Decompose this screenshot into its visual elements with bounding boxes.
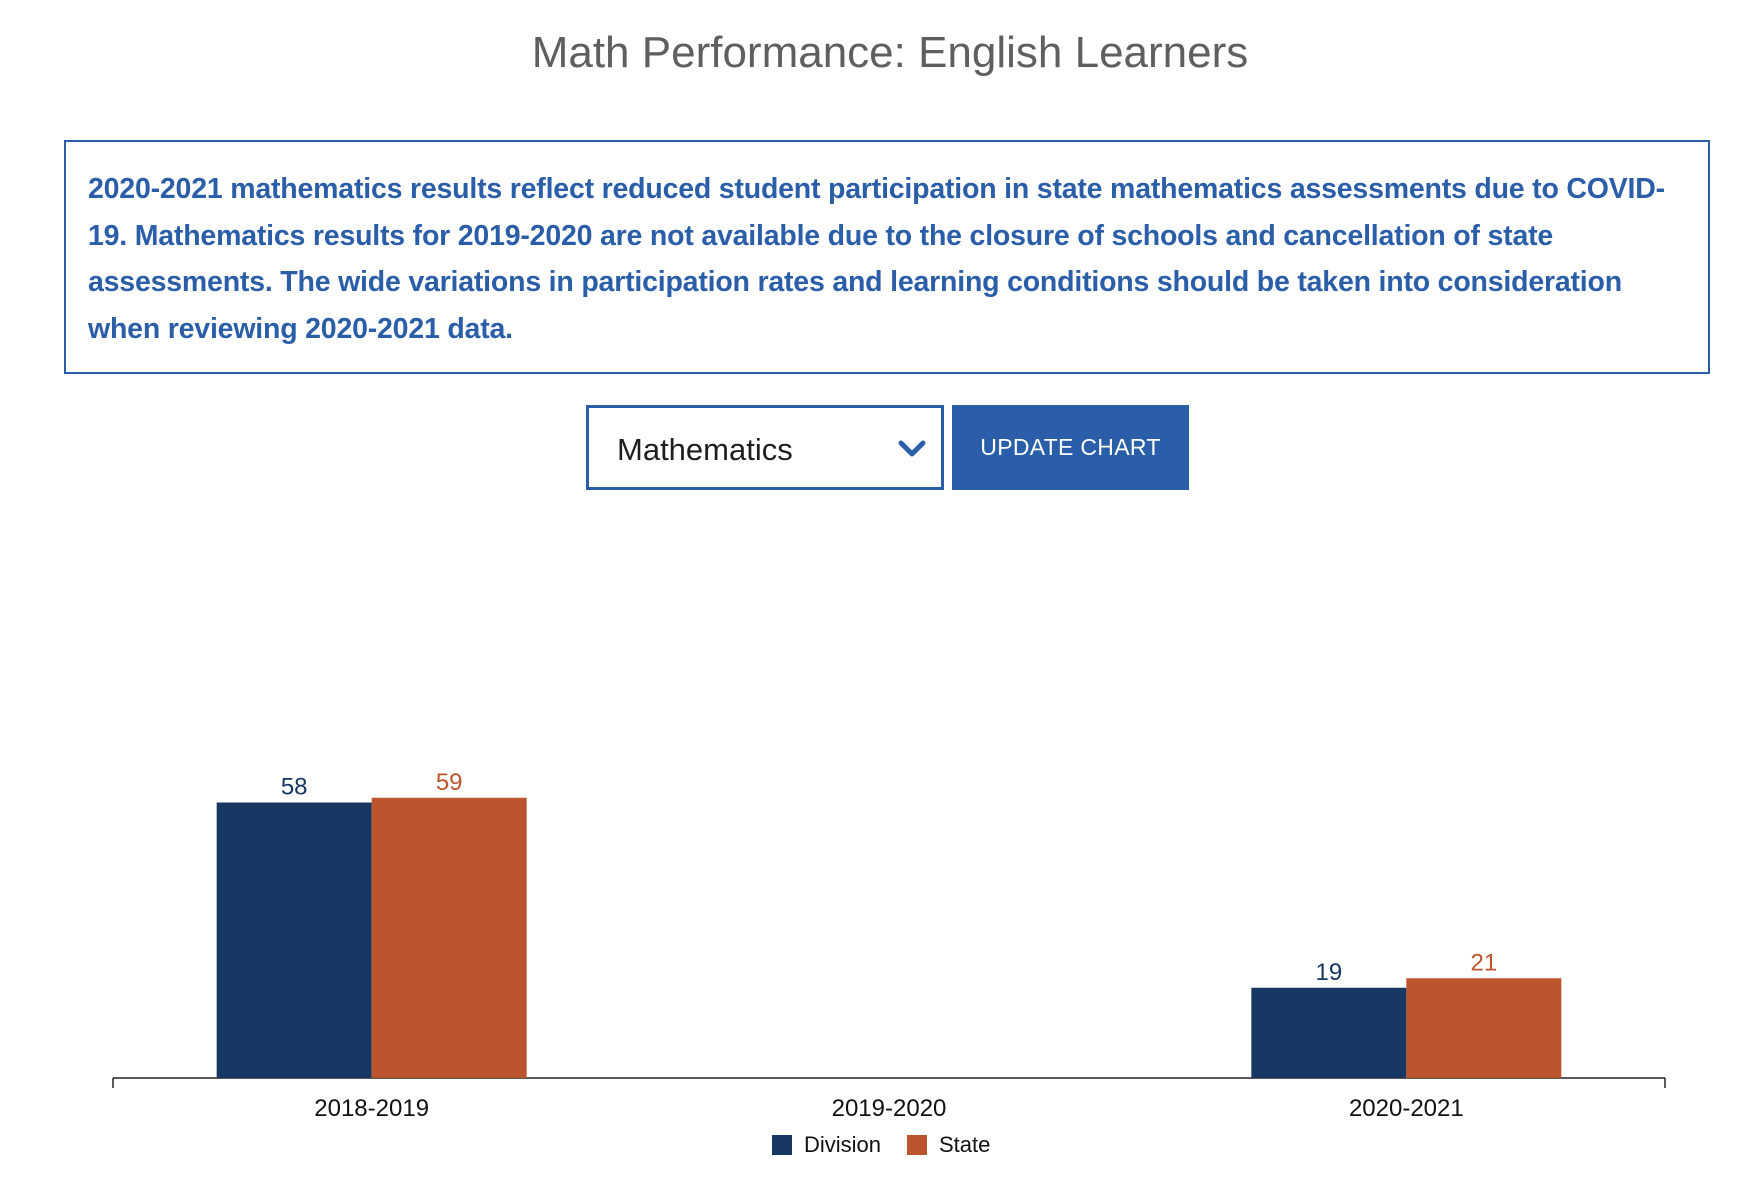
legend-label-state: State [939, 1132, 991, 1157]
subject-select[interactable] [586, 405, 944, 490]
data-label-division: 58 [280, 773, 308, 801]
data-label-division: 19 [1315, 958, 1343, 986]
x-tick-label: 2020-2021 [1348, 1095, 1464, 1122]
bar-division [217, 803, 372, 1079]
notice-text: 2020-2021 mathematics results reflect reduced student participation in state mathematics assessments due to COVID-19. Mathematics results for 2019-2020 are not available due to the closure of schools and cancellation of state assessments. The wide variations in participation rates and learning conditions should be taken into consideration when reviewing 2020-2021 data. [88, 173, 1665, 345]
subject-select-value: Mathematics [617, 432, 793, 467]
x-tick-label: 2018-2019 [314, 1095, 430, 1122]
legend-label-division: Division [804, 1132, 882, 1157]
data-label-state: 59 [435, 768, 463, 796]
data-label-state: 21 [1470, 949, 1498, 977]
legend-swatch-state [907, 1135, 927, 1155]
page-title: Math Performance: English Learners [531, 28, 1249, 77]
x-tick-label: 2019-2020 [831, 1095, 947, 1122]
bar-state [372, 798, 527, 1078]
legend-swatch-division [772, 1135, 792, 1155]
chevron-down-icon [897, 439, 927, 459]
update-chart-button[interactable]: UPDATE CHART [952, 405, 1189, 490]
bar-state [1406, 978, 1561, 1078]
bar-division [1251, 988, 1406, 1078]
covid-notice [64, 140, 1710, 374]
bar-chart [0, 500, 1759, 1130]
